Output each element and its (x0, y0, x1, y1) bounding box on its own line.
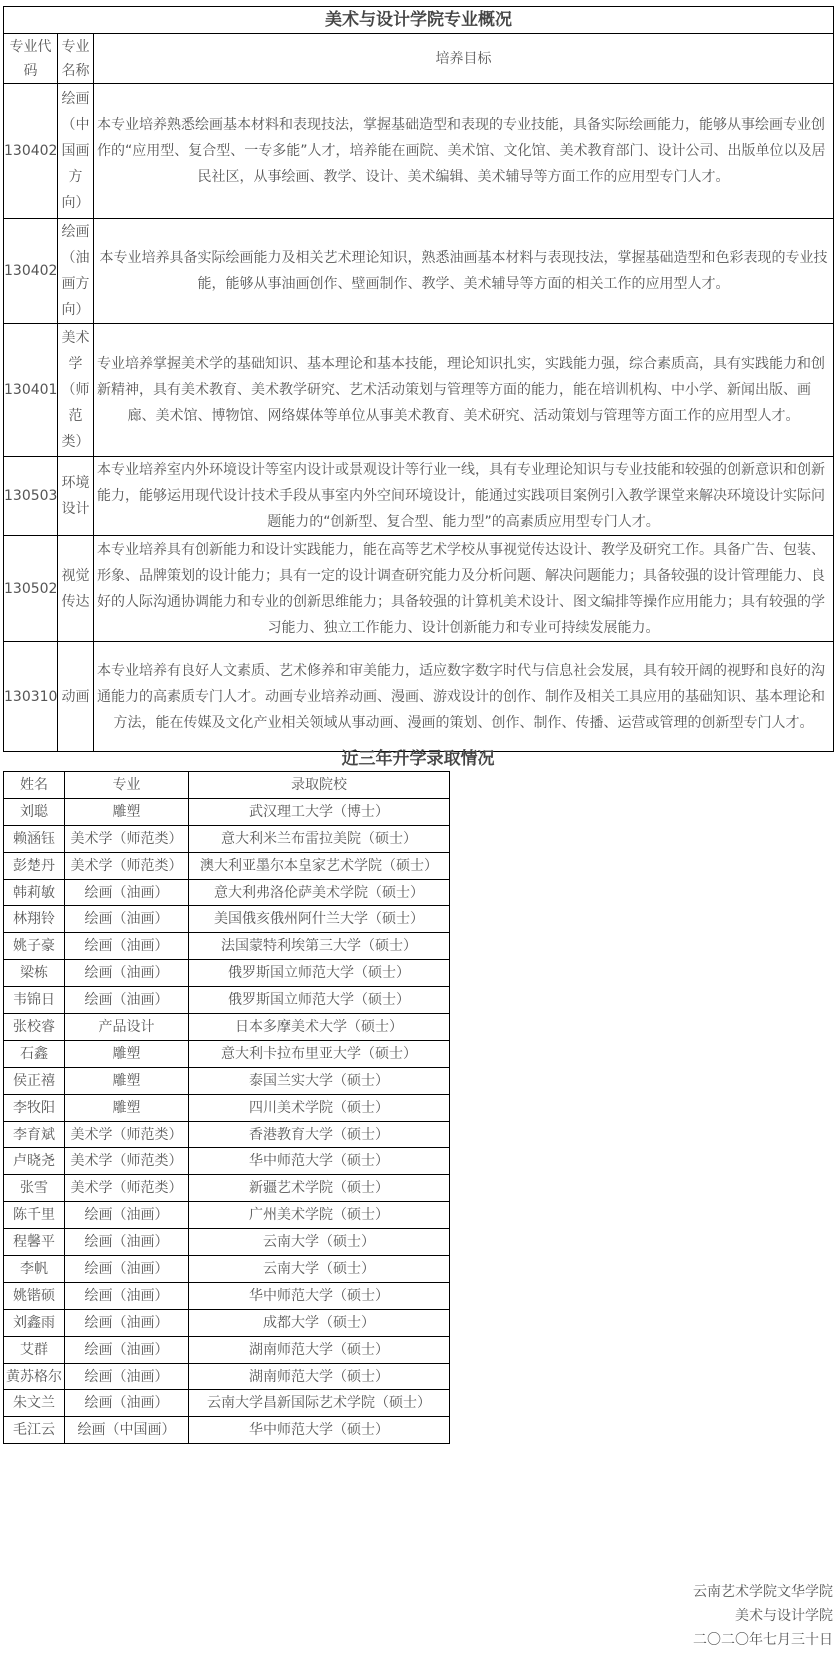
admission-row (4, 1229, 450, 1256)
major-code: 130402 (4, 219, 58, 324)
admitted-school: 成都大学（硕士） (189, 1309, 450, 1336)
admitted-school: 华中师范大学（硕士） (189, 1148, 450, 1175)
student-name: 赖涵钰 (4, 825, 65, 852)
student-major: 绘画（油画） (65, 906, 189, 933)
major-row (4, 642, 834, 752)
student-name: 毛江云 (4, 1417, 65, 1444)
student-name: 艾群 (4, 1336, 65, 1363)
header-major: 专业 (65, 772, 189, 799)
major-name: 视觉传达 (58, 536, 94, 642)
student-major: 美术学（师范类） (65, 1148, 189, 1175)
admission-row (4, 852, 450, 879)
admission-row (4, 1282, 450, 1309)
admission-row (4, 987, 450, 1014)
student-name: 韦锦日 (4, 987, 65, 1014)
admission-row (4, 1390, 450, 1417)
student-major: 雕塑 (65, 798, 189, 825)
student-major: 绘画（油画） (65, 1202, 189, 1229)
admitted-school: 意大利弗洛伦萨美术学院（硕士） (189, 879, 450, 906)
student-name: 张校睿 (4, 1014, 65, 1041)
admitted-school: 华中师范大学（硕士） (189, 1417, 450, 1444)
admission-row (4, 1040, 450, 1067)
student-major: 美术学（师范类） (65, 1121, 189, 1148)
admissions-section-title: 近三年升学录取情况 (341, 749, 495, 769)
student-name: 姚锴硕 (4, 1282, 65, 1309)
admitted-school: 云南大学（硕士） (189, 1256, 450, 1283)
major-code: 130401 (4, 324, 58, 457)
student-name: 林翔铃 (4, 906, 65, 933)
student-major: 绘画（油画） (65, 987, 189, 1014)
admitted-school: 广州美术学院（硕士） (189, 1202, 450, 1229)
major-goal: 本专业培养熟悉绘画基本材料和表现技法，掌握基础造型和表现的专业技能，具备实际绘画能力，能够从事绘画专业创作的“应用型、复合型、一专多能”人才，培养能在画院、美术馆、文化馆、美术教育部门、设计公司、出版单位以及居民社区，从事绘画、教学、设计、美术编辑、美术辅导等方面工作的应用型专门人才。 (94, 84, 834, 219)
major-row (4, 219, 834, 324)
footer-institution: 云南艺术学院文华学院 (693, 1584, 833, 1600)
major-name: 绘画（油画方向） (58, 219, 94, 324)
student-name: 李育斌 (4, 1121, 65, 1148)
admitted-school: 云南大学昌新国际艺术学院（硕士） (189, 1390, 450, 1417)
admission-row (4, 879, 450, 906)
student-major: 绘画（油画） (65, 1336, 189, 1363)
major-code: 130402 (4, 84, 58, 219)
admission-row (4, 1256, 450, 1283)
header-student-name: 姓名 (4, 772, 65, 799)
admitted-school: 新疆艺术学院（硕士） (189, 1175, 450, 1202)
student-name: 彭楚丹 (4, 852, 65, 879)
majors-title-row (4, 7, 834, 34)
major-code: 130502 (4, 536, 58, 642)
student-name: 侯正禧 (4, 1067, 65, 1094)
admission-row (4, 1014, 450, 1041)
major-goal: 本专业培养室内外环境设计等室内设计或景观设计等行业一线，具有专业理论知识与专业技能和较强的创新意识和创新能力，能够运用现代设计技术手段从事室内外空间环境设计，能通过实践项目案例引入教学课堂来解决环境设计实际问题能力的“创新型、复合型、能力型”的高素质应用型专门人才。 (94, 457, 834, 536)
student-name: 梁栋 (4, 960, 65, 987)
footer-date: 二〇二〇年七月三十日 (693, 1632, 833, 1648)
student-major: 美术学（师范类） (65, 1175, 189, 1202)
admitted-school: 澳大利亚墨尔本皇家艺术学院（硕士） (189, 852, 450, 879)
admitted-school: 法国蒙特利埃第三大学（硕士） (189, 933, 450, 960)
major-row (4, 457, 834, 536)
student-major: 绘画（油画） (65, 1390, 189, 1417)
header-major-name: 专业名称 (58, 34, 94, 84)
admission-row (4, 1067, 450, 1094)
admission-row (4, 960, 450, 987)
student-major: 美术学（师范类） (65, 825, 189, 852)
admission-row (4, 906, 450, 933)
admitted-school: 湖南师范大学（硕士） (189, 1336, 450, 1363)
student-name: 姚子豪 (4, 933, 65, 960)
footer-department: 美术与设计学院 (735, 1608, 833, 1624)
student-major: 绘画（中国画） (65, 1417, 189, 1444)
student-name: 李帆 (4, 1256, 65, 1283)
admitted-school: 俄罗斯国立师范大学（硕士） (189, 987, 450, 1014)
major-code: 130310 (4, 642, 58, 752)
admission-row (4, 825, 450, 852)
student-major: 绘画（油画） (65, 960, 189, 987)
student-name: 石鑫 (4, 1040, 65, 1067)
student-major: 美术学（师范类） (65, 852, 189, 879)
admissions-table (3, 771, 450, 1444)
document-footer (693, 1580, 833, 1652)
admission-row (4, 798, 450, 825)
admitted-school: 湖南师范大学（硕士） (189, 1363, 450, 1390)
major-goal: 本专业培养具有创新能力和设计实践能力，能在高等艺术学校从事视觉传达设计、教学及研究工作。具备广告、包装、形象、品牌策划的设计能力；具有一定的设计调查研究能力及分析问题、解决问题能力；具备较强的设计管理能力、良好的人际沟通协调能力和专业的创新思维能力；具备较强的计算机美术设计、图文编排等操作应用能力；具有较强的学习能力、独立工作能力、设计创新能力和专业可持续发展能力。 (94, 536, 834, 642)
admitted-school: 美国俄亥俄州阿什兰大学（硕士） (189, 906, 450, 933)
major-name: 动画 (58, 642, 94, 752)
student-name: 刘鑫雨 (4, 1309, 65, 1336)
admission-row (4, 1417, 450, 1444)
admitted-school: 武汉理工大学（博士） (189, 798, 450, 825)
admitted-school: 香港教育大学（硕士） (189, 1121, 450, 1148)
admitted-school: 四川美术学院（硕士） (189, 1094, 450, 1121)
header-admitted-school: 录取院校 (189, 772, 450, 799)
admitted-school: 俄罗斯国立师范大学（硕士） (189, 960, 450, 987)
admitted-school: 日本多摩美术大学（硕士） (189, 1014, 450, 1041)
majors-table-title: 美术与设计学院专业概况 (4, 7, 834, 34)
admitted-school: 华中师范大学（硕士） (189, 1282, 450, 1309)
major-name: 绘画（中国画方向） (58, 84, 94, 219)
student-name: 李牧阳 (4, 1094, 65, 1121)
admission-row (4, 1363, 450, 1390)
student-name: 程馨平 (4, 1229, 65, 1256)
student-name: 陈千里 (4, 1202, 65, 1229)
admitted-school: 泰国兰实大学（硕士） (189, 1067, 450, 1094)
major-goal: 本专业培养具备实际绘画能力及相关艺术理论知识，熟悉油画基本材料与表现技法，掌握基础造型和色彩表现的专业技能，能够从事油画创作、壁画制作、教学、美术辅导等方面的相关工作的应用型人才。 (94, 219, 834, 324)
student-major: 绘画（油画） (65, 879, 189, 906)
major-goal: 本专业培养有良好人文素质、艺术修养和审美能力，适应数字数字时代与信息社会发展，具有较开阔的视野和良好的沟通能力的高素质专门人才。动画专业培养动画、漫画、游戏设计的创作、制作及相关工具应用的基础知识、基本理论和方法，能在传媒及文化产业相关领域从事动画、漫画的策划、创作、制作、传播、运营或管理的创新型专门人才。 (94, 642, 834, 752)
student-major: 绘画（油画） (65, 1309, 189, 1336)
major-goal: 专业培养掌握美术学的基础知识、基本理论和基本技能，理论知识扎实，实践能力强，综合素质高，具有实践能力和创新精神，具有美术教育、美术教学研究、艺术活动策划与管理等方面的能力，能在培训机构、中小学、新闻出版、画廊、美术馆、博物馆、网络媒体等单位从事美术教育、美术研究、活动策划与管理等方面工作的应用型人才。 (94, 324, 834, 457)
header-major-code: 专业代码 (4, 34, 58, 84)
admission-row (4, 933, 450, 960)
student-major: 产品设计 (65, 1014, 189, 1041)
student-major: 雕塑 (65, 1040, 189, 1067)
majors-overview-table (3, 6, 834, 752)
header-training-goal: 培养目标 (94, 34, 834, 84)
admission-row (4, 1309, 450, 1336)
student-name: 张雪 (4, 1175, 65, 1202)
admission-row (4, 1121, 450, 1148)
student-major: 绘画（油画） (65, 1256, 189, 1283)
admitted-school: 意大利卡拉布里亚大学（硕士） (189, 1040, 450, 1067)
major-code: 130503 (4, 457, 58, 536)
student-major: 绘画（油画） (65, 933, 189, 960)
admission-row (4, 1094, 450, 1121)
admission-row (4, 1148, 450, 1175)
admission-row (4, 1202, 450, 1229)
student-name: 韩莉敏 (4, 879, 65, 906)
major-name: 美术学（师范类） (58, 324, 94, 457)
majors-header-row (4, 34, 834, 84)
major-row (4, 536, 834, 642)
student-major: 绘画（油画） (65, 1282, 189, 1309)
student-name: 黄苏格尔 (4, 1363, 65, 1390)
major-row (4, 324, 834, 457)
admissions-header-row (4, 772, 450, 799)
admission-row (4, 1175, 450, 1202)
student-major: 雕塑 (65, 1094, 189, 1121)
major-name: 环境设计 (58, 457, 94, 536)
student-major: 绘画（油画） (65, 1363, 189, 1390)
student-name: 卢晓尧 (4, 1148, 65, 1175)
major-row (4, 84, 834, 219)
student-name: 朱文兰 (4, 1390, 65, 1417)
admitted-school: 云南大学（硕士） (189, 1229, 450, 1256)
admission-row (4, 1336, 450, 1363)
student-name: 刘聪 (4, 798, 65, 825)
admitted-school: 意大利米兰布雷拉美院（硕士） (189, 825, 450, 852)
student-major: 雕塑 (65, 1067, 189, 1094)
student-major: 绘画（油画） (65, 1229, 189, 1256)
